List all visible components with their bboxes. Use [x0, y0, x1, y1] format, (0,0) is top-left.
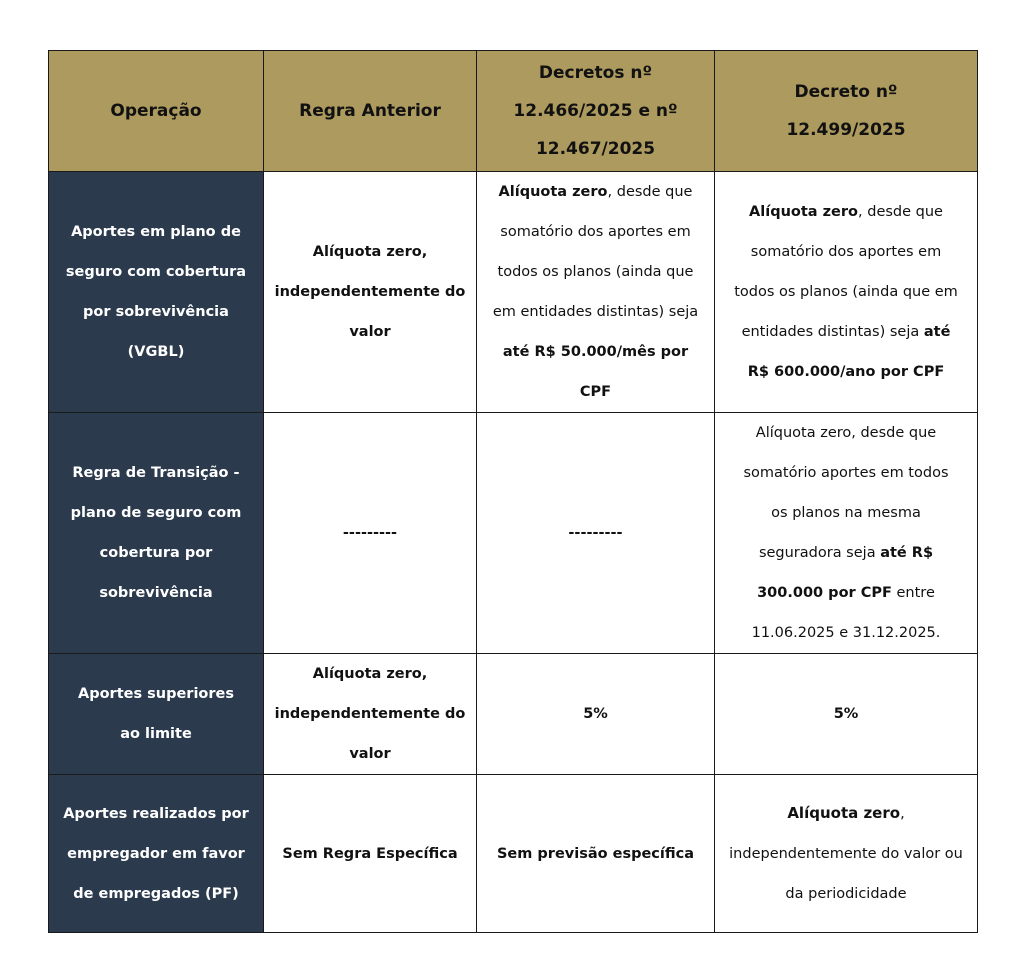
cell-text: Alíquota zero, desde que somatório aportes em todos os planos na mesma seguradora seja: [743, 425, 949, 561]
table-row: [49, 654, 978, 775]
cell-499-employer: [715, 775, 978, 933]
bold-text: até R$ 50.000/mês por CPF: [502, 344, 689, 400]
header-decree-499: Decreto nº 12.499/2025: [715, 51, 978, 172]
cell-previous-employer: Sem Regra Específica: [264, 775, 477, 933]
cell-text: , desde que somatório dos aportes em todos os planos (ainda que em entidades distintas) seja: [492, 184, 699, 320]
cell-466-467-transition: ---------: [477, 413, 715, 654]
row-label-vgbl: Aportes em plano de seguro com cobertura por sobrevivência (VGBL): [49, 172, 264, 413]
table-row: [49, 172, 978, 413]
cell-499-above-limit: 5%: [715, 654, 978, 775]
bold-text: até R$ 300.000 por CPF: [757, 545, 934, 601]
comparison-table: [48, 50, 978, 933]
cell-text: ,: [900, 806, 905, 822]
cell-previous-transition: ---------: [264, 413, 477, 654]
cell-466-467-employer: Sem previsão específica: [477, 775, 715, 933]
table-header-row: [49, 51, 978, 172]
cell-466-467-vgbl: [477, 172, 715, 413]
cell-previous-above-limit: Alíquota zero, independentemente do valor: [264, 654, 477, 775]
cell-text: , desde que somatório dos aportes em todos os planos (ainda que em entidades distintas) seja: [734, 204, 958, 340]
bold-text: Alíquota zero: [787, 804, 901, 822]
row-label-above-limit: Aportes superiores ao limite: [49, 654, 264, 775]
table-row: [49, 775, 978, 933]
cell-499-vgbl: [715, 172, 978, 413]
bold-text: até R$ 600.000/ano por CPF: [747, 324, 951, 380]
bold-text: Alíquota zero: [498, 184, 608, 200]
bold-text: Alíquota zero: [749, 204, 859, 220]
header-operation: Operação: [49, 51, 264, 172]
table-row: [49, 413, 978, 654]
row-label-employer: Aportes realizados por empregador em favor de empregados (PF): [49, 775, 264, 933]
cell-499-transition: [715, 413, 978, 654]
header-previous-rule: Regra Anterior: [264, 51, 477, 172]
header-decrees-466-467: Decretos nº 12.466/2025 e nº 12.467/2025: [477, 51, 715, 172]
cell-text: independentemente do valor ou da periodicidade: [729, 846, 963, 902]
row-label-transition: Regra de Transição - plano de seguro com cobertura por sobrevivência: [49, 413, 264, 654]
cell-466-467-above-limit: 5%: [477, 654, 715, 775]
cell-previous-vgbl: Alíquota zero, independentemente do valor: [264, 172, 477, 413]
cell-text: entre 11.06.2025 e 31.12.2025.: [751, 585, 941, 641]
